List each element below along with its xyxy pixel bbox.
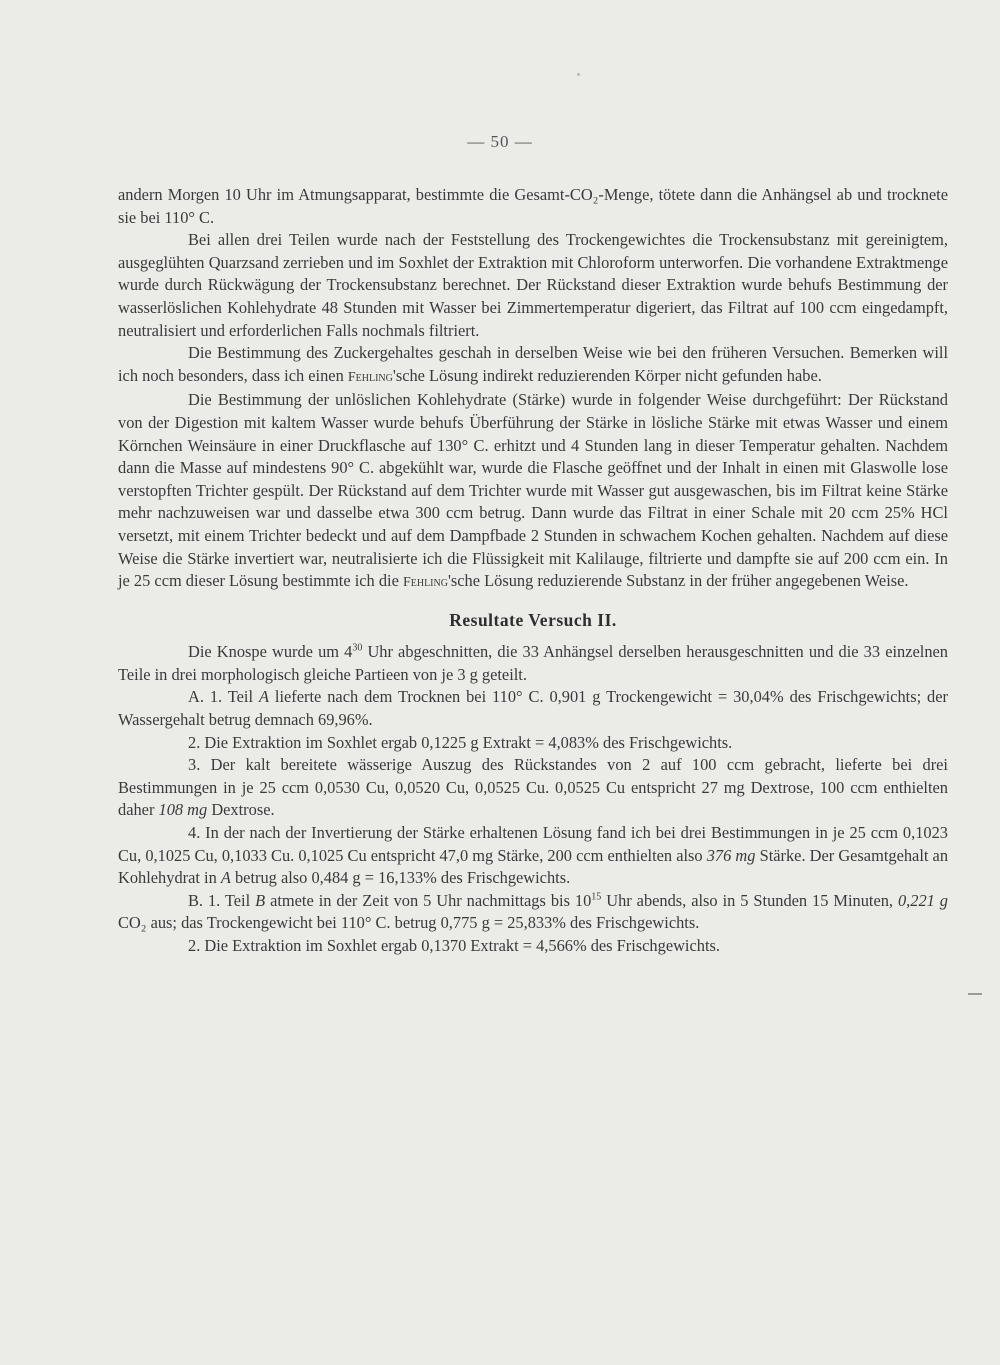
- text-run: betrug also 0,484 g = 16,133% des Frischgewichts.: [230, 868, 571, 888]
- italic-run: B: [255, 890, 266, 910]
- text-run: 'sche Lösung reduzierende Substanz in der früher angegebenen Weise.: [447, 571, 909, 591]
- text-run: Die Knospe wurde um 4: [188, 642, 353, 662]
- italic-run: 376 mg: [706, 845, 756, 865]
- text-run: 3. Der kalt bereitete wässerige Auszug des Rückstandes von 2 auf 100 ccm gebracht, lieferte bei drei Bestimmungen in je 25 ccm 0,0530 Cu, 0,0520 Cu, 0,0525 Cu. 0,0525 Cu entspricht 27 mg Dextrose, 100 ccm enthielten daher: [118, 755, 948, 820]
- result-b1: [118, 890, 948, 935]
- text-run: atmete in der Zeit von 5 Uhr nachmittags bis 10: [265, 890, 592, 910]
- paragraph-sugar-determination: [118, 342, 948, 389]
- paragraph-results-intro: [118, 641, 948, 686]
- result-a2: 2. Die Extraktion im Soxhlet ergab 0,1225 g Extrakt = 4,083% des Frischgewichts.: [188, 732, 733, 752]
- text-run: A. 1. Teil: [188, 687, 259, 707]
- body-text: [118, 184, 948, 958]
- result-a3: [118, 754, 948, 822]
- text-run: Stärke. Der Gesamtgehalt an Kohlehydrat in: [118, 845, 949, 888]
- italic-run: 108 mg: [158, 800, 208, 820]
- author-name: Fehling: [347, 369, 393, 385]
- page-number: — 50 —: [467, 132, 533, 151]
- text-run: 4. In der nach der Invertierung der Stärke erhaltenen Lösung fand ich bei drei Bestimmungen in je 25 ccm 0,1023 Cu, 0,1025 Cu, 0,1033 Cu. 0,1025 Cu entspricht 47,0 mg Stärke, 200 ccm enthielten also: [118, 823, 948, 865]
- text-run: B. 1. Teil: [188, 890, 256, 910]
- text-run: Uhr abends, also in 5 Stunden 15 Minuten,: [601, 890, 898, 910]
- paragraph-continuation: andern Morgen 10 Uhr im Atmungsapparat, bestimmte die Gesamt-CO₂-Menge, tötete dann die Anhängsel ab und trocknete sie bei 110° C.: [118, 185, 948, 227]
- result-a1: [118, 686, 948, 731]
- superscript: 30: [352, 642, 363, 654]
- text-run: Die Bestimmung der unlöslichen Kohlehydrate (Stärke) wurde in folgender Weise durchgeführt: Der Rückstand von der Digestion mit kaltem Wasser wurde behufs Überführung der Stärke in lösliche Stärke mit etwas Wasser und einem Körnchen Weinsäure in einer Druckflasche auf 130° C. erhitzt und 4 Stunden lang in dieser Temperatur gehalten. Nachdem dann die Masse auf mindestens 90° C. abgekühlt war, wurde die Flasche geöffnet und der Inhalt in einen mit Glaswolle lose verstopften Trichter gespült. Der Rückstand auf dem Trichter wurde mit Wasser gut ausgewaschen, bis im Filtrat keine Stärke mehr nachzuweisen war und dasselbe etwa 300 ccm betrug. Dann wurde das Filtrat in einer Schale mit 20 ccm 25% HCl versetzt, mit einem Trichter bedeckt und auf dem Dampfbade 2 Stunden in schwachem Kochen gehalten. Nachdem auf diese Weise die Stärke invertiert war, neutralisierte ich die Flüssigkeit mit Kalilauge, filtrierte und dampfte sie auf 200 ccm ein. In je 25 ccm dieser Lösung bestimmte ich die: [118, 390, 948, 591]
- superscript: 15: [591, 891, 602, 903]
- italic-run: A: [258, 687, 269, 707]
- section-heading: Resultate Versuch II.: [449, 609, 617, 630]
- result-a4: [118, 822, 948, 890]
- paper-speck: [577, 73, 580, 76]
- text-run: Die Bestimmung des Zuckergehaltes geschah in derselben Weise wie bei den früheren Versuchen. Bemerken will ich noch besonders, dass ich einen: [118, 343, 948, 385]
- text-run: Uhr abgeschnitten, die 33 Anhängsel derselben herausgeschnitten und die 33 einzelnen Teile in drei morphologisch gleiche Partieen von je 3 g geteilt.: [118, 642, 948, 684]
- text-run: Dextrose.: [207, 800, 275, 820]
- italic-run: A: [220, 868, 231, 888]
- margin-mark: [968, 993, 982, 995]
- italic-run: 0,221 g: [897, 890, 948, 910]
- text-run: lieferte nach dem Trocknen bei 110° C. 0,901 g Trockengewicht = 30,04% des Frischgewichts; der Wassergehalt betrug demnach 69,96%.: [118, 687, 948, 730]
- paragraph-starch-determination: [118, 389, 948, 594]
- result-b2: 2. Die Extraktion im Soxhlet ergab 0,1370 Extrakt = 4,566% des Frischgewichts.: [188, 936, 720, 955]
- text-run: 'sche Lösung indirekt reduzierenden Körper nicht gefunden habe.: [392, 365, 822, 385]
- author-name: Fehling: [402, 575, 448, 591]
- text-run: CO₂ aus; das Trockengewicht bei 110° C. betrug 0,775 g = 25,833% des Frischgewichts.: [118, 913, 700, 933]
- paragraph-extraction-method: Bei allen drei Teilen wurde nach der Feststellung des Trockengewichtes die Trockensubstanz mit gereinigtem, ausgeglühten Quarzsand zerrieben und im Soxhlet der Extraktion mit Chloroform unterworfen. Die vorhandene Extraktmenge wurde durch Rückwägung der Trockensubstanz berechnet. Der Rückstand dieser Extraktion wurde behufs Bestimmung der wasserlöslichen Kohlehydrate 48 Stunden mit Wasser bei Zimmertemperatur digeriert, das Filtrat auf 100 ccm eingedampft, neutralisiert und erforderlichen Falls nochmals filtriert.: [118, 230, 948, 340]
